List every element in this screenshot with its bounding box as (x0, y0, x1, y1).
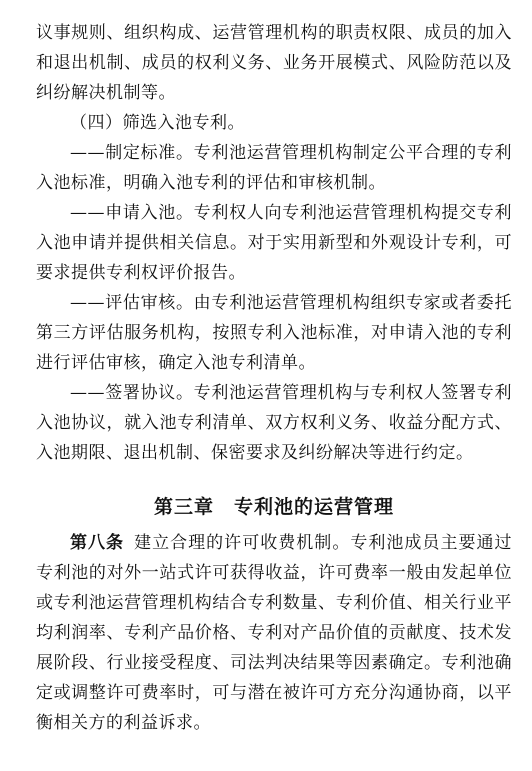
section-heading-screen-patents: （四）筛选入池专利。 (70, 113, 245, 133)
chapter-title: 第三章 专利池的运营管理 (153, 496, 394, 518)
paragraph-evaluate-review: ——评估审核。由专利池运营管理机构组织专家或者委托第三方评估服务机构，按照专利入池标准，对申请入池的专利进行评估审核，确定入池专利清单。 (36, 293, 512, 373)
paragraph-sign-agreement: ——签署协议。专利池运营管理机构与专利权人签署专利入池协议，就入池专利清单、双方权利义务、收益分配方式、入池期限、退出机制、保密要求及纠纷解决等进行约定。 (36, 383, 512, 463)
paragraph-membership-rules: 议事规则、组织构成、运营管理机构的职责权限、成员的加入和退出机制、成员的权利义务、业务开展模式、风险防范以及纠纷解决机制等。 (36, 23, 512, 103)
article-8-paragraph (36, 528, 512, 738)
paragraph-apply-entry: ——申请入池。专利权人向专利池运营管理机构提交专利入池申请并提供相关信息。对于实用新型和外观设计专利，可要求提供专利权评价报告。 (36, 203, 512, 283)
article-8-text: 建立合理的许可收费机制。专利池成员主要通过专利池的对外一站式许可获得收益，许可费率一般由发起单位或专利池运营管理机构结合专利数量、专利价值、相关行业平均利润率、专利产品价格、专利对产品价值的贡献度、技术发展阶段、行业接受程度、司法判决结果等因素确定。专利池确定或调整许可费率时，可与潜在被许可方充分沟通协商，以平衡相关方的利益诉求。 (36, 533, 513, 733)
paragraph-set-standards: ——制定标准。专利池运营管理机构制定公平合理的专利入池标准，明确入池专利的评估和审核机制。 (36, 143, 512, 193)
article-8-label: 第八条 (70, 533, 125, 553)
